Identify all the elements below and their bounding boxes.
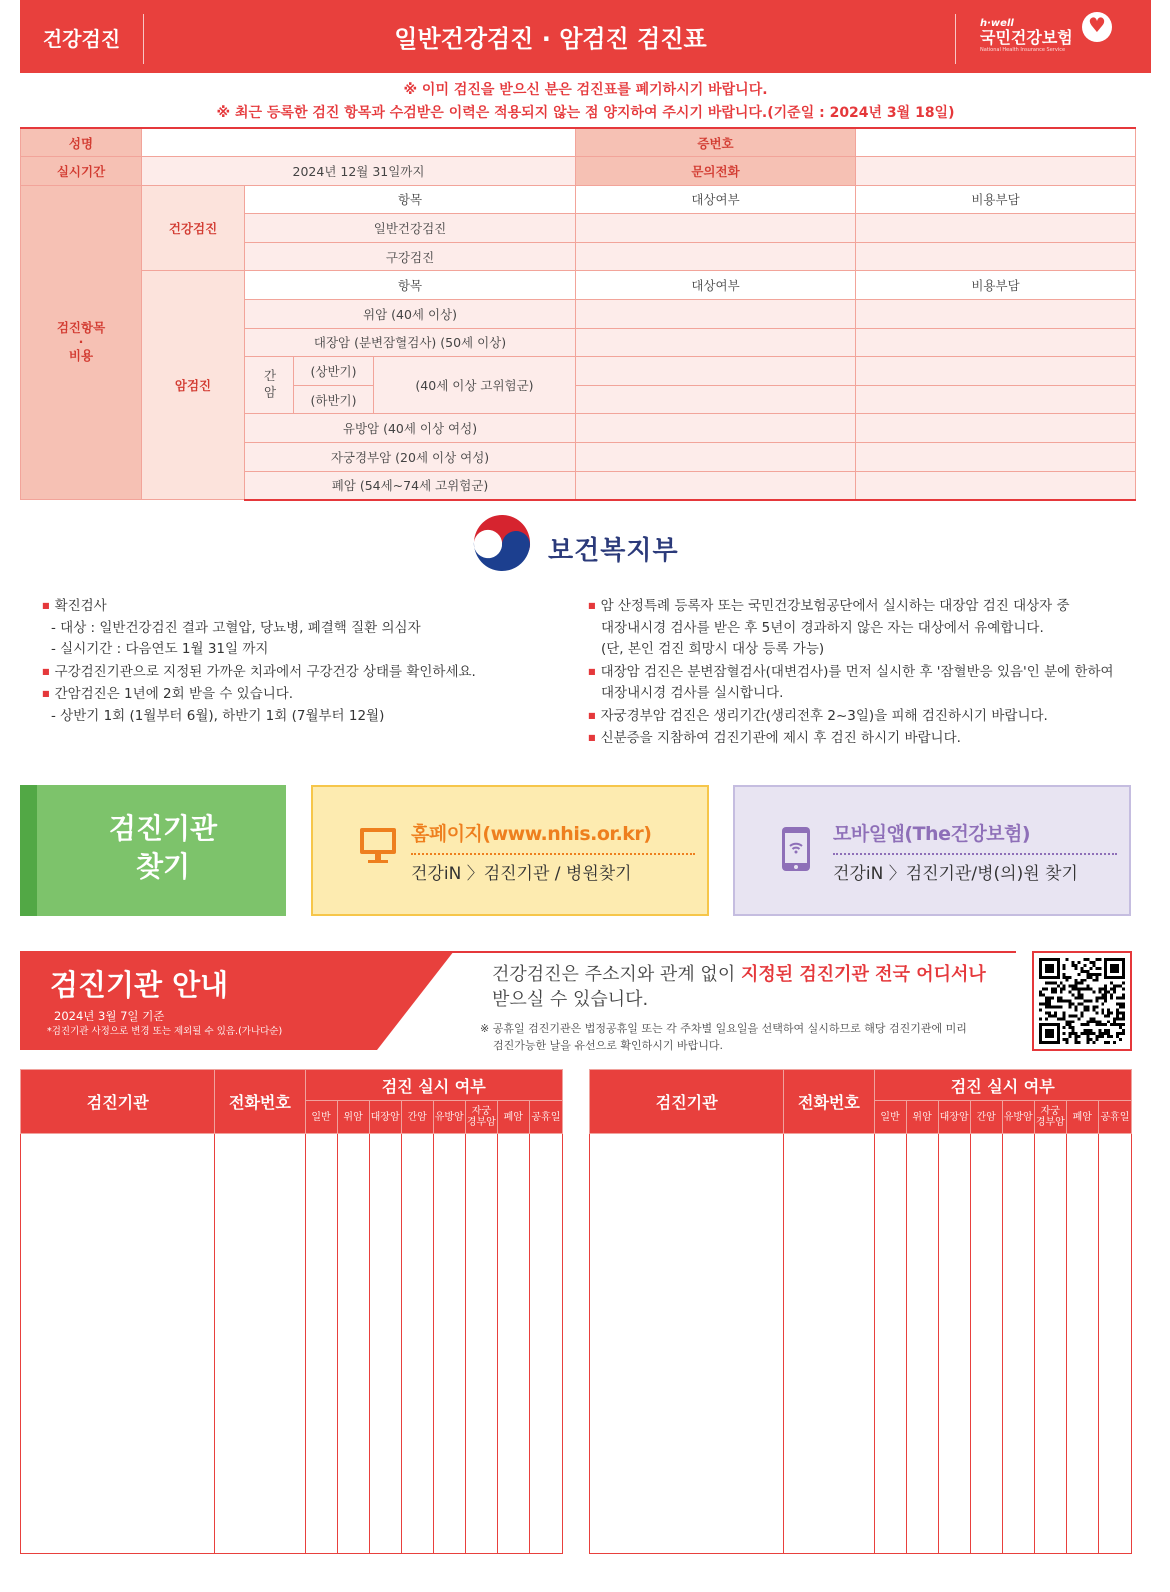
col-checkup-done: 검진 실시 여부 <box>874 1070 1132 1101</box>
liver-cancer-label: 간암 <box>245 357 294 414</box>
mobile-app-link[interactable]: 모바일앱(The건강보험) <box>833 819 1117 855</box>
period-value: 2024년 12월 31일까지 <box>142 157 576 186</box>
cost-cell[interactable] <box>856 414 1136 443</box>
logo-tagline: h·well <box>980 18 1014 29</box>
note-line: ■ 확진검사 <box>42 595 476 618</box>
check-cell <box>529 1134 562 1554</box>
col-phone: 전화번호 <box>215 1070 305 1134</box>
target-cell[interactable] <box>576 300 856 329</box>
note-line: ■ 구강검진기관으로 지정된 가까운 치과에서 구강건강 상태를 확인하세요. <box>42 661 476 684</box>
qr-code-icon <box>1039 958 1125 1044</box>
taegeuk-icon <box>470 514 534 578</box>
target-cell[interactable] <box>576 443 856 472</box>
institution-cell <box>590 1134 784 1554</box>
sub-col: 위암 <box>337 1101 369 1134</box>
check-cell <box>970 1134 1002 1554</box>
header-bar <box>20 0 1151 73</box>
check-cell <box>305 1134 337 1554</box>
cert-label: 증번호 <box>576 128 856 157</box>
homepage-link[interactable]: 홈페이지(www.nhis.or.kr) <box>411 819 695 855</box>
guide-small-note: *검진기관 사정으로 변경 또는 제외될 수 있음.(가나다순) <box>47 1026 283 1037</box>
check-cell <box>401 1134 433 1554</box>
note-line: ■ 암 산정특례 등록자 또는 국민건강보험공단에서 실시하는 대장암 검진 대상자 중 <box>588 595 1114 618</box>
col-checkup-done: 검진 실시 여부 <box>305 1070 563 1101</box>
notes-left <box>42 595 476 727</box>
sub-col: 위암 <box>906 1101 938 1134</box>
cost-cell[interactable] <box>856 214 1136 243</box>
header-divider <box>143 14 144 64</box>
holiday-note-line1: ※ 공휴일 검진기관은 법정공휴일 또는 각 주차별 일요일을 선택하여 실시하므로 해당 검진기관에 미리 <box>480 1022 967 1035</box>
guide-main-part2: 받으실 수 있습니다. <box>492 989 649 1010</box>
health-item: 구강검진 <box>245 242 576 271</box>
sub-col: 대장암 <box>369 1101 401 1134</box>
col-institution: 검진기관 <box>590 1070 784 1134</box>
banner-strip <box>20 785 37 916</box>
note-line: ■ 자궁경부암 검진은 생리기간(생리전후 2~3일)을 피해 검진하시기 바랍니다. <box>588 705 1114 728</box>
page-title: 일반건강검진 · 암검진 검진표 <box>394 25 707 53</box>
cancer-item: 대장암 (분변잠혈검사) (50세 이상) <box>245 328 576 357</box>
homepage-box[interactable] <box>311 785 709 916</box>
phone-label: 문의전화 <box>576 157 856 186</box>
sub-col: 간암 <box>970 1101 1002 1134</box>
note-line: ■ 신분증을 지참하여 검진기관에 제시 후 검진 하시기 바랍니다. <box>588 727 1114 750</box>
guide-title: 검진기관 안내 <box>50 968 229 1002</box>
nhis-logo <box>980 18 1130 63</box>
target-cell[interactable] <box>576 471 856 500</box>
holiday-note-line2: 검진가능한 날을 유선으로 확인하시기 바랍니다. <box>493 1039 724 1052</box>
checkup-form-table <box>20 127 1136 501</box>
sub-col: 유방암 <box>433 1101 465 1134</box>
guide-main-text <box>492 962 986 1012</box>
target-cell[interactable] <box>576 385 856 414</box>
check-cell <box>465 1134 497 1554</box>
sub-col: 공휴일 <box>1098 1101 1131 1134</box>
check-cell <box>1098 1134 1131 1554</box>
guide-highlight: 지정된 검진기관 전국 어디서나 <box>740 964 986 985</box>
cancer-item: 유방암 (40세 이상 여성) <box>245 414 576 443</box>
notes-right <box>588 595 1114 750</box>
cert-field[interactable] <box>856 128 1136 157</box>
items-label: 검진항목 · 비용 <box>21 185 142 500</box>
check-cell <box>369 1134 401 1554</box>
col-item-header: 항목 <box>245 185 576 214</box>
cost-cell[interactable] <box>856 443 1136 472</box>
check-cell <box>497 1134 529 1554</box>
heart-icon <box>1082 12 1112 42</box>
cost-cell[interactable] <box>856 328 1136 357</box>
institution-cell <box>21 1134 215 1554</box>
guide-banner <box>20 951 454 1050</box>
target-cell[interactable] <box>576 414 856 443</box>
liver-note: (40세 이상 고위험군) <box>374 357 576 414</box>
sub-col: 폐암 <box>1066 1101 1098 1134</box>
sub-col: 대장암 <box>938 1101 970 1134</box>
period-label: 실시기간 <box>21 157 142 186</box>
note-line: ■ 대장암 검진은 분변잠혈검사(대변검사)를 먼저 실시한 후 '잠혈반응 있음'인 분에 한하여 <box>588 661 1114 684</box>
check-cell <box>1002 1134 1034 1554</box>
guide-divider <box>450 951 1016 953</box>
col-target-header: 대상여부 <box>576 271 856 300</box>
sub-col: 폐암 <box>497 1101 529 1134</box>
health-item: 일반건강검진 <box>245 214 576 243</box>
phone-field[interactable] <box>856 157 1136 186</box>
target-cell[interactable] <box>576 214 856 243</box>
cancer-item: 폐암 (54세~74세 고위험군) <box>245 471 576 500</box>
institution-table-left <box>20 1069 563 1554</box>
header-category: 건강검진 <box>42 27 121 51</box>
notice-line: ※ 이미 검진을 받으신 분은 검진표를 폐기하시기 바랍니다. <box>403 82 768 98</box>
logo-name: 국민건강보험 <box>980 28 1073 47</box>
liver-first-half: (상반기) <box>294 357 374 386</box>
cancer-item: 자궁경부암 (20세 이상 여성) <box>245 443 576 472</box>
note-line: (단, 본인 검진 희망시 대상 등록 가능) <box>601 641 825 657</box>
cost-cell[interactable] <box>856 385 1136 414</box>
notice-line: ※ 최근 등록한 검진 항목과 수검받은 이력은 적용되지 않는 점 양지하여 주시기 바랍니다.(기준일 : 2024년 3월 18일) <box>216 105 955 121</box>
name-label: 성명 <box>21 128 142 157</box>
sub-col: 간암 <box>401 1101 433 1134</box>
cancer-checkup-label: 암검진 <box>142 271 245 500</box>
find-title-line1: 검진기관 <box>108 812 218 845</box>
col-institution: 검진기관 <box>21 1070 215 1134</box>
note-line: - 대상 : 일반건강검진 결과 고혈압, 당뇨병, 폐결핵 질환 의심자 <box>51 619 421 636</box>
col-phone: 전화번호 <box>784 1070 874 1134</box>
guide-date: 2024년 3월 7일 기준 <box>54 1009 165 1023</box>
check-cell <box>337 1134 369 1554</box>
logo-english: National Health Insurance Service <box>980 47 1066 53</box>
sub-col: 자궁 경부암 <box>465 1101 497 1134</box>
check-cell <box>938 1134 970 1554</box>
note-line: ■ 간암검진은 1년에 2회 받을 수 있습니다. <box>42 683 476 706</box>
note-line: - 상반기 1회 (1월부터 6월), 하반기 1회 (7월부터 12월) <box>51 707 385 724</box>
find-title-line2: 찾기 <box>135 850 191 883</box>
sub-col: 일반 <box>305 1101 337 1134</box>
col-cost-header: 비용부담 <box>856 271 1136 300</box>
phone-cell <box>784 1134 874 1554</box>
mobile-app-path: 건강iN 〉검진기관/병(의)원 찾기 <box>833 864 1078 884</box>
monitor-icon <box>359 826 397 866</box>
check-cell <box>1034 1134 1066 1554</box>
note-line: 대장내시경 검사를 받은 후 5년이 경과하지 않은 자는 대상에서 유예합니다. <box>601 619 1044 636</box>
check-cell <box>433 1134 465 1554</box>
cancer-item: 위암 (40세 이상) <box>245 300 576 329</box>
check-cell <box>874 1134 906 1554</box>
phone-cell <box>215 1134 305 1554</box>
cost-cell[interactable] <box>856 300 1136 329</box>
check-cell <box>906 1134 938 1554</box>
col-cost-header: 비용부담 <box>856 185 1136 214</box>
ministry-name: 보건복지부 <box>548 536 679 566</box>
name-field[interactable] <box>142 128 576 157</box>
note-line: 대장내시경 검사를 실시합니다. <box>601 685 784 701</box>
target-cell[interactable] <box>576 242 856 271</box>
guide-main-part1: 건강검진은 주소지와 관계 없이 <box>492 964 741 985</box>
cost-cell[interactable] <box>856 471 1136 500</box>
health-checkup-label: 건강검진 <box>142 185 245 271</box>
sub-col: 자궁 경부암 <box>1034 1101 1066 1134</box>
col-target-header: 대상여부 <box>576 185 856 214</box>
note-line: - 실시기간 : 다음연도 1월 31일 까지 <box>51 641 269 657</box>
sub-col: 일반 <box>874 1101 906 1134</box>
cost-cell[interactable] <box>856 357 1136 386</box>
header-divider <box>955 14 956 64</box>
smartphone-icon <box>781 826 811 872</box>
target-cell[interactable] <box>576 357 856 386</box>
homepage-path: 건강iN 〉검진기관 / 병원찾기 <box>411 864 632 884</box>
holiday-note <box>480 1020 967 1054</box>
target-cell[interactable] <box>576 328 856 357</box>
mobile-app-box[interactable] <box>733 785 1131 916</box>
institution-table-right <box>589 1069 1132 1554</box>
sub-col: 공휴일 <box>529 1101 562 1134</box>
sub-col: 유방암 <box>1002 1101 1034 1134</box>
cost-cell[interactable] <box>856 242 1136 271</box>
find-institution-banner <box>20 785 286 916</box>
col-item-header: 항목 <box>245 271 576 300</box>
liver-second-half: (하반기) <box>294 385 374 414</box>
check-cell <box>1066 1134 1098 1554</box>
qr-code[interactable] <box>1032 951 1132 1051</box>
